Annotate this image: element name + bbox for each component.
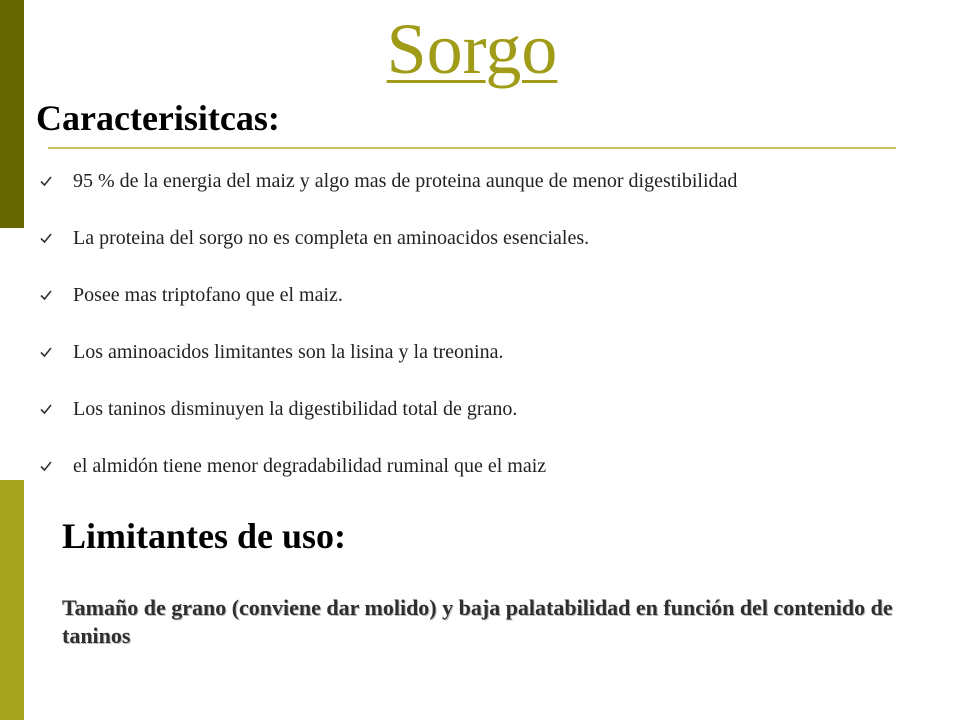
checkmark-icon — [36, 285, 56, 305]
section-heading-caracteristicas: Caracterisitcas: — [36, 98, 280, 138]
limitantes-text: Tamaño de grano (conviene dar molido) y baja palatabilidad en función del contenido de taninos — [62, 595, 893, 648]
list-item — [36, 209, 960, 266]
list-item-text: Los aminoacidos limitantes son la lisina y la treonina. — [73, 340, 504, 363]
heading-divider — [48, 147, 896, 149]
section-heading-limitantes: Limitantes de uso: — [62, 516, 347, 556]
list-item — [36, 380, 960, 437]
list-item-text: el almidón tiene menor degradabilidad ruminal que el maiz — [73, 454, 547, 477]
slide-title: Sorgo — [386, 9, 558, 89]
checkmark-icon — [36, 171, 56, 191]
sidebar-band-middle — [0, 228, 24, 480]
checkmark-icon — [36, 456, 56, 476]
sidebar-decoration — [0, 0, 24, 720]
bullet-list — [36, 152, 960, 494]
checkmark-icon — [36, 228, 56, 248]
checkmark-icon — [36, 342, 56, 362]
list-item-text: 95 % de la energia del maiz y algo mas de proteina aunque de menor digestibilidad — [73, 169, 738, 192]
sidebar-band-bottom — [0, 480, 24, 720]
list-item — [36, 437, 960, 494]
list-item-text: Los taninos disminuyen la digestibilidad total de grano. — [73, 397, 518, 420]
list-item — [36, 323, 960, 380]
list-item — [36, 266, 960, 323]
list-item-text: Posee mas triptofano que el maiz. — [73, 283, 343, 306]
list-item-text: La proteina del sorgo no es completa en aminoacidos esenciales. — [73, 226, 590, 249]
list-item — [36, 152, 960, 209]
checkmark-icon — [36, 399, 56, 419]
